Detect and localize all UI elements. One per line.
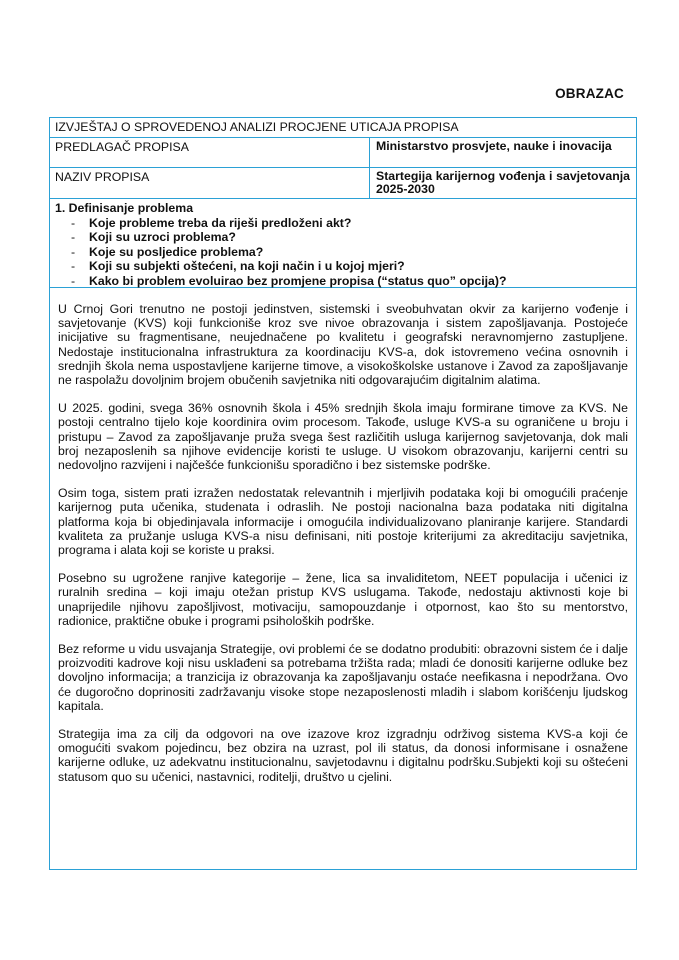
paragraph: Bez reforme u vidu usvajanja Strategije, ovi problemi će se dodatno produbiti: obrazovni sistem će i dalje proizvoditi kadrove koji nisu usklađeni sa potrebama tržišta rada; mladi će donositi karijerne odluke bez dovoljno informacija; a tranzicija iz obrazovanja ka zapošljavanju ostaće neefikasna i nepodržana. Ovo će dugoročno doprinositi zadržavanju visoke stope nezaposlenosti mladih i slabom korišćenju ljudskog kapitala. bbox=[58, 642, 628, 713]
question-item: - Koji su uzroci problema? bbox=[71, 230, 631, 245]
proposer-value: Ministarstvo prosvjete, nauke i inovacija bbox=[376, 139, 612, 153]
question-item: - Kako bi problem evoluirao bez promjene propisa (“status quo” opcija)? bbox=[71, 274, 631, 289]
regulation-name-value: Startegija karijernog vođenja i savjetovanja 2025-2030 bbox=[376, 169, 630, 196]
proposer-label: PREDLAGAČ PROPISA bbox=[50, 138, 370, 167]
ria-report-form bbox=[49, 117, 637, 870]
report-title: IZVJEŠTAJ O SPROVEDENOJ ANALIZI PROCJENE UTICAJA PROPISA bbox=[50, 118, 636, 138]
problem-definition-section bbox=[50, 199, 636, 288]
analysis-text bbox=[50, 288, 636, 784]
regulation-name-row bbox=[50, 168, 636, 199]
form-label: OBRAZAC bbox=[555, 86, 624, 101]
paragraph: U 2025. godini, svega 36% osnovnih škola i 45% srednjih škola imaju formirane timove za KVS. Ne postoji centralno tijelo koje koordinira ovim procesom. Takođe, usluge KVS-a su ograničene u broju i pristupu – Zavod za zapošljavanje pruža svega šest različitih usluga karijernog savjetovanja, dok mali broj nezaposlenih sa njihove evidencije koristi te usluge. U visokom obrazovanju, karijerni centri su nedovoljno razvijeni i najčešće funkcionišu sporadično i bez sistemske podrške. bbox=[58, 401, 628, 473]
question-item: - Koje su posljedice problema? bbox=[71, 245, 631, 260]
paragraph: Osim toga, sistem prati izražen nedostatak relevantnih i mjerljivih podataka koji bi omogućili praćenje karijernog puta učenika, studenata i odraslih. Ne postoji nacionalna baza podataka niti digitalna platforma koja bi objedinjavala informacije i omogućila individualizovano planiranje karijere. Standardi kvaliteta za pružanje usluga KVS-a nisu definisani, niti postoje kriterijumi za akreditaciju savjetnika, programa i alata koji se koriste u praksi. bbox=[58, 486, 628, 558]
regulation-name-label: NAZIV PROPISA bbox=[50, 168, 370, 198]
paragraph: Strategija ima za cilj da odgovori na ove izazove kroz izgradnju održivog sistema KVS-a koji će omogućiti svakom pojedincu, bez obzira na uzrast, pol ili status, da donosi informisane i osnažene karijerne odluke, uz adekvatnu institucionalnu, savjetodavnu i digitalnu podršku.Subjekti koji su oštećeni statusom quo su učenici, nastavnici, roditelji, društvo u cjelini. bbox=[58, 727, 628, 784]
paragraph: U Crnoj Gori trenutno ne postoji jedinstven, sistemski i sveobuhvatan okvir za karijerno vođenje i savjetovanje (KVS) koji funkcioniše kroz sve nivoe obrazovanja i sistem zapošljavanja. Postojeće inicijative su fragmentisane, neujednačene po kvalitetu i geografski neravnomjerno zastupljene. Nedostaje institucionalna infrastruktura za koordinaciju KVS-a, dok istovremeno većina osnovnih i srednjih škola nema uspostavljene karijerne timove, a visokoškolske ustanove i Zavod za zapošljavanje ne raspolažu dovoljnim brojem obučenih savjetnika niti odgovarajućim digitalnim alatima. bbox=[58, 302, 628, 388]
question-list bbox=[55, 216, 631, 289]
section-title: 1. Definisanje problema bbox=[55, 201, 194, 215]
paragraph: Posebno su ugrožene ranjive kategorije – žene, lica sa invaliditetom, NEET populacija i učenici iz ruralnih sredina – koji imaju otežan pristup KVS uslugama. Takođe, nedostaju aktivnosti koje bi unaprijedile njihovu zapošljivost, motivaciju, samopouzdanje i otpornost, kao što su mentorstvo, radionice, praktične obuke i programi psiholoških podrške. bbox=[58, 571, 628, 628]
question-item: - Koji su subjekti oštećeni, na koji način i u kojoj mjeri? bbox=[71, 259, 631, 274]
question-item: - Koje probleme treba da riješi predloženi akt? bbox=[71, 216, 631, 231]
proposer-row bbox=[50, 138, 636, 168]
